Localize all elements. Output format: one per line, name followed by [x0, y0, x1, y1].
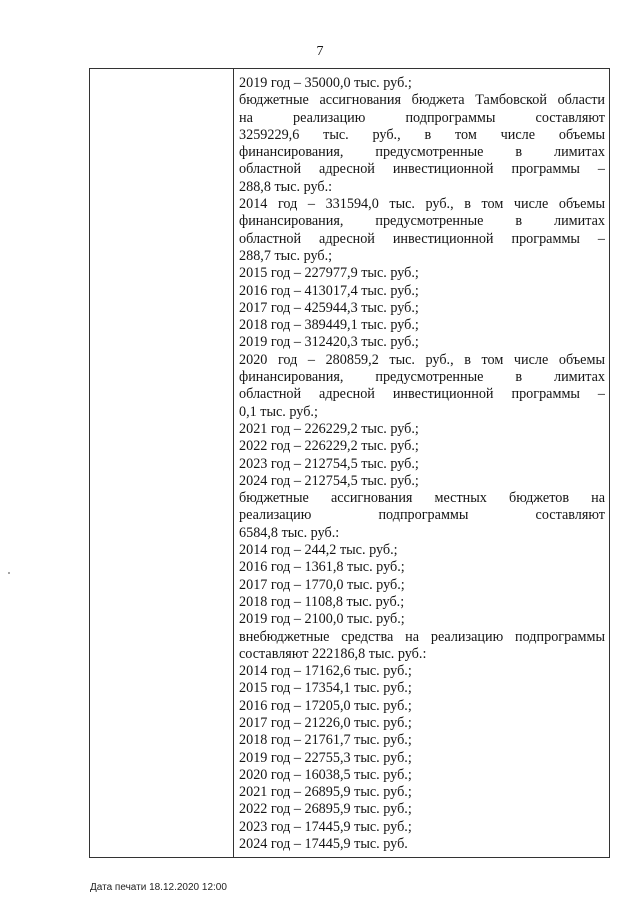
content-line: 288,7 тыс. руб.; — [239, 247, 333, 264]
content-line: 2018 год – 1108,8 тыс. руб.; — [239, 593, 405, 610]
scan-speck — [8, 572, 10, 574]
content-line: 2016 год – 1361,8 тыс. руб.; — [239, 559, 405, 576]
content-line: 2020 год – 280859,2 тыс. руб., в том числе объемы — [239, 351, 605, 368]
content-line: 2022 год – 226229,2 тыс. руб.; — [239, 438, 419, 455]
content-line: 2017 год – 21226,0 тыс. руб.; — [239, 714, 412, 731]
content-line: 2016 год – 413017,4 тыс. руб.; — [239, 282, 419, 299]
content-line: 2024 год – 17445,9 тыс. руб. — [239, 836, 408, 853]
content-line: 2017 год – 1770,0 тыс. руб.; — [239, 576, 405, 593]
content-line: финансирования, предусмотренные в лимитах — [239, 144, 605, 161]
content-line: реализацию подпрограммы составляют — [239, 507, 605, 524]
content-line: 2023 год – 212754,5 тыс. руб.; — [239, 455, 419, 472]
content-line: 2023 год – 17445,9 тыс. руб.; — [239, 818, 412, 835]
content-line: 2022 год – 26895,9 тыс. руб.; — [239, 801, 412, 818]
content-line: 2024 год – 212754,5 тыс. руб.; — [239, 472, 419, 489]
content-line: областной адресной инвестиционной программы – — [239, 386, 605, 403]
content-line: 2019 год – 35000,0 тыс. руб.; — [239, 75, 412, 91]
table-label-column — [90, 69, 234, 857]
content-line: областной адресной инвестиционной программы – — [239, 161, 605, 178]
content-line: 2021 год – 26895,9 тыс. руб.; — [239, 784, 412, 801]
content-line: 0,1 тыс. руб.; — [239, 403, 318, 420]
content-line: 2014 год – 331594,0 тыс. руб., в том числе объемы — [239, 196, 605, 213]
content-line: 288,8 тыс. руб.: — [239, 178, 333, 195]
content-line: 2021 год – 226229,2 тыс. руб.; — [239, 420, 419, 437]
content-line: 2018 год – 21761,7 тыс. руб.; — [239, 732, 412, 749]
content-line: 2014 год – 244,2 тыс. руб.; — [239, 542, 398, 559]
content-line: 2019 год – 22755,3 тыс. руб.; — [239, 749, 412, 766]
content-line: бюджетные ассигнования местных бюджетов на — [239, 490, 605, 507]
content-line: финансирования, предусмотренные в лимитах — [239, 213, 605, 230]
content-line: внебюджетные средства на реализацию подпрограммы — [239, 628, 605, 645]
content-line: 2016 год – 17205,0 тыс. руб.; — [239, 697, 412, 714]
table-content-column — [234, 69, 609, 857]
content-line: 2015 год – 17354,1 тыс. руб.; — [239, 680, 412, 697]
content-line: 2017 год – 425944,3 тыс. руб.; — [239, 299, 419, 316]
content-line: 2015 год – 227977,9 тыс. руб.; — [239, 265, 419, 282]
content-line: 2019 год – 312420,3 тыс. руб.; — [239, 334, 419, 351]
content-line: на реализацию подпрограммы составляют — [239, 109, 605, 126]
content-line: 3259229,6 тыс. руб., в том числе объемы — [239, 126, 605, 143]
content-line: 2020 год – 16038,5 тыс. руб.; — [239, 766, 412, 783]
funding-table — [89, 68, 610, 858]
print-date-footer: Дата печати 18.12.2020 12:00 — [90, 882, 227, 893]
content-line: бюджетные ассигнования бюджета Тамбовской области — [239, 92, 605, 109]
page-number: 7 — [316, 44, 324, 59]
content-line: 2014 год – 17162,6 тыс. руб.; — [239, 663, 412, 680]
content-line: 2019 год – 2100,0 тыс. руб.; — [239, 611, 405, 628]
content-line: областной адресной инвестиционной программы – — [239, 230, 605, 247]
content-line: 2018 год – 389449,1 тыс. руб.; — [239, 317, 419, 334]
content-line: составляют 222186,8 тыс. руб.: — [239, 645, 427, 662]
content-line: финансирования, предусмотренные в лимитах — [239, 369, 605, 386]
content-line: 6584,8 тыс. руб.: — [239, 524, 340, 541]
